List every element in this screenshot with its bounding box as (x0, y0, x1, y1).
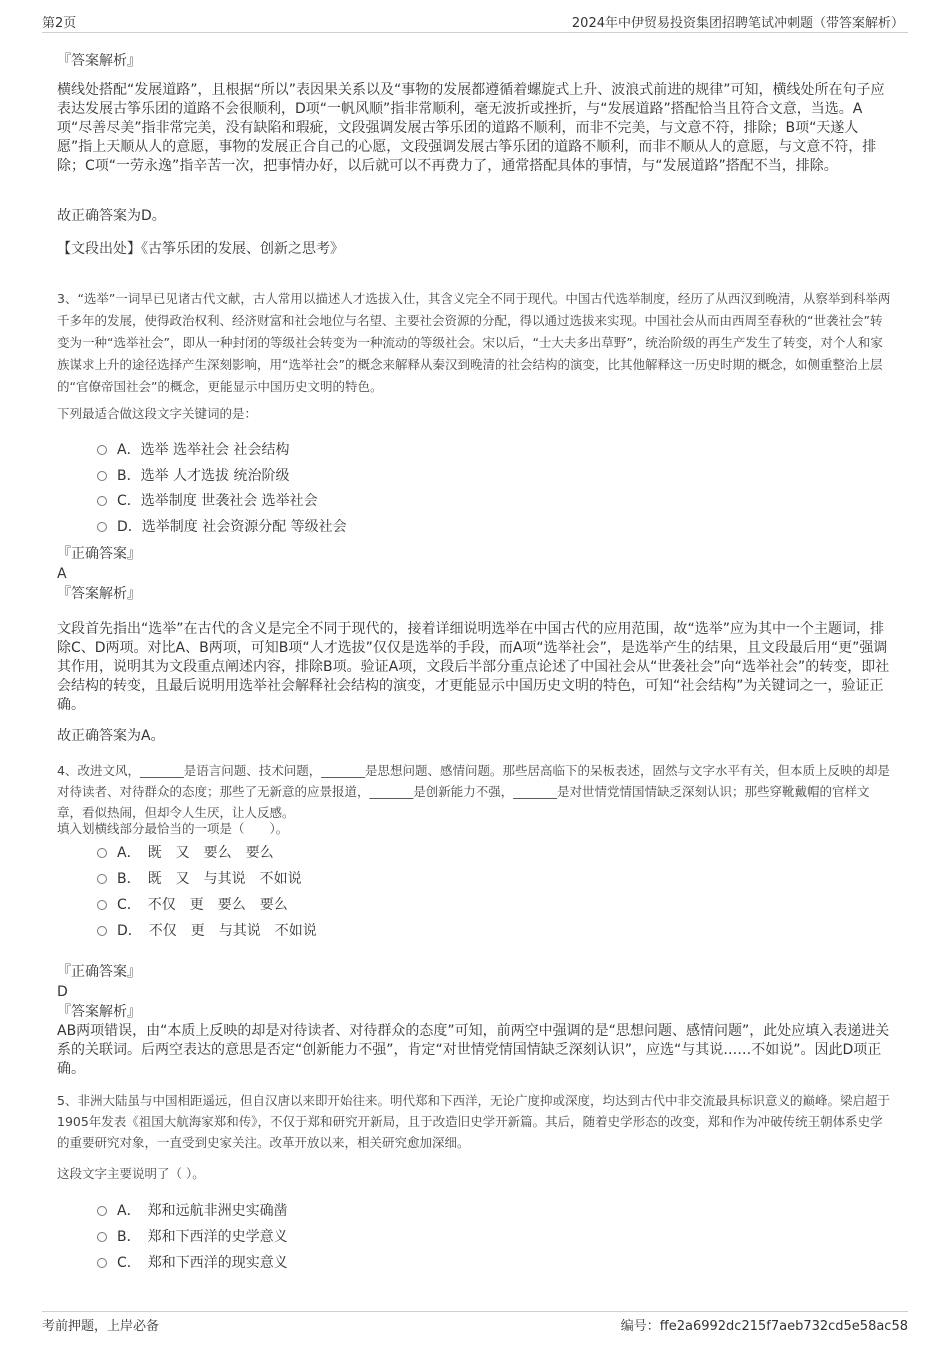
page-number: 第2页 (42, 16, 77, 31)
radio-icon[interactable] (97, 445, 107, 455)
radio-icon[interactable] (97, 926, 107, 936)
document-title: 2024年中伊贸易投资集团招聘笔试冲刺题（带答案解析） (571, 16, 904, 31)
q2-analysis-text: 横线处搭配“发展道路”，且根据“所以”表因果关系以及“事物的发展都遵循着螺旋式上升、波浪式前进的规律”可知，横线处所在句子应表达发展古筝乐团的道路不会很顺利，D项“一帆风顺”指非常顺利，毫无波折或挫折，与“发展道路”搭配恰当且符合文意，当选。A项“尽善尽美”指非常完美，没有缺陷和瑕疵，文段强调发展古筝乐团的道路不顺利，而非不完美，与文意不符，排除；B项“天遂人愿”指上天顺从人的意愿，事物的发展正合自己的心愿，文段强调发展古筝乐团的道路不顺利，而非不顺从人的意愿，与文意不符，排除；C项“一劳永逸”指辛苦一次，把事情办好，以后就可以不再费力了，通常搭配具体的事情，与“发展道路”搭配不当，排除。 (57, 82, 885, 174)
q5-question: 这段文字主要说明了（ ）。 (57, 1166, 205, 1181)
page-footer (42, 1311, 908, 1334)
q3-question: 下列最适合做这段文字关键词的是： (57, 406, 258, 421)
radio-icon[interactable] (97, 522, 107, 532)
radio-icon[interactable] (97, 1206, 107, 1216)
q5-option-a[interactable] (97, 1201, 288, 1221)
q2-source: 【文段出处】《古筝乐团的发展、创新之思考》 (57, 241, 344, 257)
radio-icon[interactable] (97, 900, 107, 910)
q4-answer-label: 『正确答案』 (57, 964, 141, 980)
q3-answer-label: 『正确答案』 (57, 546, 141, 562)
q5-passage: 5、非洲大陆虽与中国相距遥远，但自汉唐以来即开始往来。明代郑和下西洋，无论广度抑或深度，均达到古代中非交流最具标识意义的巅峰。梁启超于1905年发表《祖国大航海家郑和传》，不仅于郑和研究开新局，且于改造旧史学开新篇。其后，随着史学形态的改变，郑和作为冲破传统王朝体系史学的重要研究对象，一直受到史家关注。改革开放以来，相关研究愈加深细。 (57, 1093, 890, 1150)
q5-option-c[interactable] (97, 1253, 288, 1273)
radio-icon[interactable] (97, 1232, 107, 1242)
option-label: D．选举制度 社会资源分配 等级社会 (117, 519, 347, 535)
q3-analysis-label: 『答案解析』 (57, 586, 141, 602)
q4-answer: D (57, 984, 68, 1000)
option-label: D． 不仅 更 与其说 不如说 (117, 923, 317, 939)
radio-icon[interactable] (97, 1258, 107, 1268)
option-label: A． 郑和远航非洲史实确凿 (117, 1203, 288, 1219)
q4-analysis-text: AB两项错误，由“本质上反映的却是对待读者、对待群众的态度”可知，前两空中强调的是“思想问题、感情问题”，此处应填入表递进关系的关联词。后两空表达的意思是否定“创新能力不强”，肯定“对世情党情国情缺乏深刻认识”，应选“与其说……不如说”。因此D项正确。 (57, 1023, 890, 1077)
radio-icon[interactable] (97, 848, 107, 858)
radio-icon[interactable] (97, 471, 107, 481)
q3-option-d[interactable] (97, 517, 347, 537)
option-label: B．选举 人才选拔 统治阶级 (117, 468, 290, 484)
q3-option-a[interactable] (97, 440, 289, 460)
option-label: A．选举 选举社会 社会结构 (117, 442, 290, 458)
q4-passage: 4、改进文风，_______是语言问题、技术问题，_______是思想问题、感情问题。那些居高临下的呆板表述，固然与文字水平有关，但本质上反映的却是对待读者、对待群众的态度；那些了无新意的应景报道，_______是创新能力不强，_______是对世情党情国情缺乏深刻认识；那些穿靴戴帽的官样文章，看似热闹，但却令人生厌，让人反感。 (57, 763, 890, 820)
q4-question: 填入划横线部分最恰当的一项是（ ）。 (57, 821, 289, 836)
footer-slogan: 考前押题，上岸必备 (42, 1319, 160, 1334)
q2-analysis-label: 『答案解析』 (57, 53, 141, 69)
q4-option-a[interactable] (97, 843, 274, 863)
page-header (42, 10, 908, 33)
option-label: B． 郑和下西洋的史学意义 (117, 1229, 288, 1245)
q3-option-c[interactable] (97, 491, 318, 511)
q3-conclusion: 故正确答案为A。 (57, 728, 165, 744)
q4-option-c[interactable] (97, 895, 288, 915)
option-label: B． 既 又 与其说 不如说 (117, 871, 302, 887)
q4-option-d[interactable] (97, 921, 317, 941)
option-label: C． 郑和下西洋的现实意义 (117, 1255, 288, 1271)
q4-analysis-label: 『答案解析』 (57, 1004, 141, 1020)
document-id: 编号：ffe2a6992dc215f7aeb732cd5e58ac58 (620, 1319, 908, 1334)
q2-conclusion: 故正确答案为D。 (57, 208, 166, 224)
radio-icon[interactable] (97, 874, 107, 884)
q4-option-b[interactable] (97, 869, 302, 889)
q5-option-b[interactable] (97, 1227, 288, 1247)
q3-passage: 3、“选举”一词早已见诸古代文献，古人常用以描述人才选拔入仕，其含义完全不同于现代。中国古代选举制度，经历了从西汉到晚清，从察举到科举两千多年的发展，使得政治权利、经济财富和社会地位与名望、主要社会资源的分配，得以通过选拔来实现。中国社会从而由西周至春秋的“世袭社会”转变为一种“选举社会”，即从一种封闭的等级社会转变为一种流动的等级社会。宋以后，“士大夫多出草野”，统治阶级的再生产发生了转变，对个人和家族谋求上升的途径选择产生深刻影响，用“选举社会”的概念来解释从秦汉到晚清的社会结构的演变，比其他解释这一历史时期的概念，如侧重整治上层的“官僚帝国社会”的概念，更能显示中国历史文明的特色。 (57, 291, 891, 394)
q3-analysis-text: 文段首先指出“选举”在古代的含义是完全不同于现代的，接着详细说明选举在中国古代的应用范围，故“选举”应为其中一个主题词，排除C、D两项。对比A、B两项，可知B项“人才选拔”仅仅是选举的手段，而A项“选举社会”，是选举产生的结果，且文段最后用“更”强调其作用，说明其为文段重点阐述内容，排除B项。验证A项，文段后半部分重点论述了中国社会从“世袭社会”向“选举社会”的转变，即社会结构的转变，且最后说明用选举社会解释社会结构的演变，才更能显示中国历史文明的特色，可知“社会结构”为关键词之一，验证正确。 (57, 621, 890, 713)
radio-icon[interactable] (97, 496, 107, 506)
option-label: A． 既 又 要么 要么 (117, 845, 274, 861)
q3-option-b[interactable] (97, 466, 290, 486)
option-label: C． 不仅 更 要么 要么 (117, 897, 288, 913)
q3-answer: A (57, 566, 67, 582)
option-label: C．选举制度 世袭社会 选举社会 (117, 493, 318, 509)
